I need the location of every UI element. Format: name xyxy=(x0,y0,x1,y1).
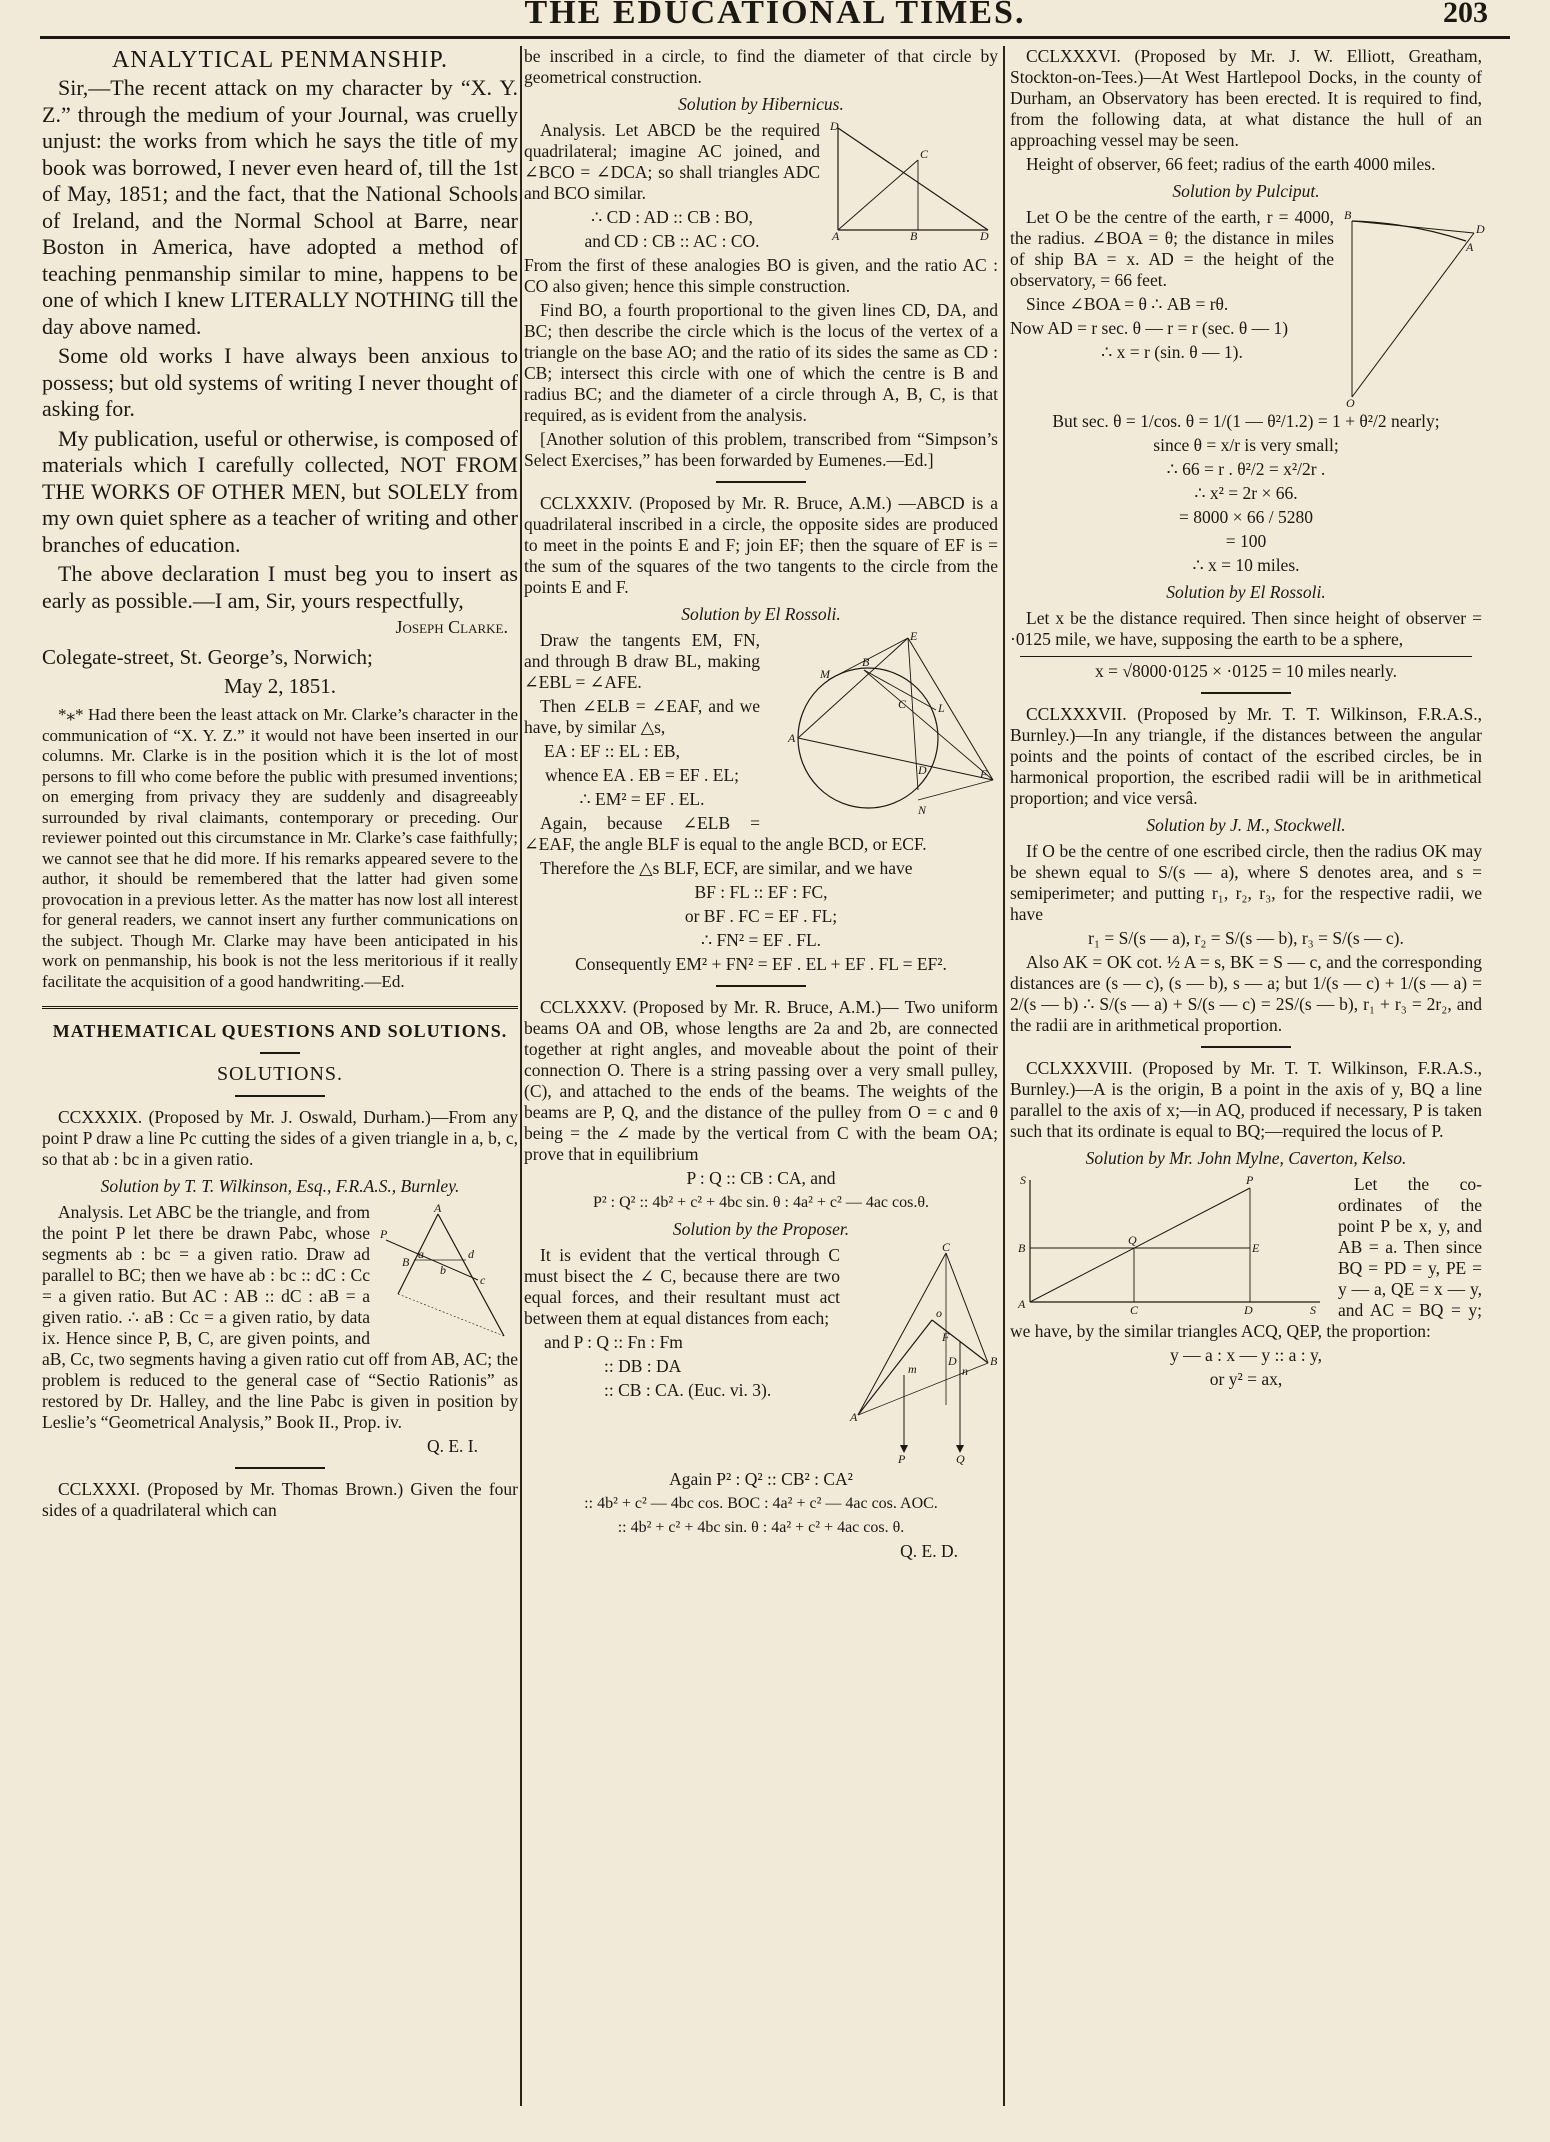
paragraph: It is evident that the vertical through C must bisect the ∠ C, because there are two equal forces, and their resultant must act between them at equal distances from each; xyxy=(524,1245,840,1328)
equation: and P : Q :: Fn : Fm xyxy=(544,1332,683,1352)
letter-date: May 2, 1851. xyxy=(224,674,336,698)
equation: :: CB : CA. (Euc. vi. 3). xyxy=(604,1380,772,1400)
paragraph: Therefore the △s BLF, ECF, are similar, and we have xyxy=(540,858,913,878)
equation: ∴ x² = 2r × 66. xyxy=(1194,483,1298,503)
equation: Again P² : Q² :: CB² : CA² xyxy=(669,1469,853,1489)
question-281: CCLXXXI. (Proposed by Mr. Thomas Brown.) Given the four sides of a quadrilateral which can xyxy=(42,1479,518,1520)
column-divider-1 xyxy=(520,46,522,2106)
svg-text:D: D xyxy=(980,229,989,243)
svg-text:E: E xyxy=(1252,1241,1260,1255)
question-239: CCXXXIX. (Proposed by Mr. J. Oswald, Durham.)—From any point P draw a line Pc cutting the sides of a given triangle in a, b, c, so that ab : bc in a given ratio. xyxy=(42,1107,518,1169)
equation: :: 4b² + c² — 4bc cos. BOC : 4a² + c² — 4ac cos. AOC. xyxy=(584,1495,938,1512)
solution-heading: Solution by El Rossoli. xyxy=(1166,582,1326,602)
q281-continued: be inscribed in a circle, to find the diameter of that circle by geometrical construction. xyxy=(524,46,998,87)
equation: or BF . FC = EF . FL; xyxy=(684,906,838,926)
equation: or y² = ax, xyxy=(1209,1369,1283,1389)
paragraph: From the first of these analogies BO is given, and the ratio AC : CO also given; hence this simple construction. xyxy=(524,255,998,296)
paragraph: If O be the centre of one escribed circle, then the radius OK may be shewn equal to S/(s — a), where S denotes area, and s = semiperimeter; and putting r₁, r₂, r₃, for the respective radii, we have xyxy=(1010,841,1482,924)
paragraph: Let x be the distance required. Then since height of observer = ·0125 mile, we have, supposing the earth to be a sphere, xyxy=(1010,608,1482,649)
column-3 xyxy=(1010,46,1485,2106)
svg-text:B: B xyxy=(862,655,870,669)
letter-paragraph: My publication, useful or otherwise, is composed of materials which I carefully collected, NOT FROM THE WORKS OF OTHER MEN, but SOLELY from my own quiet sphere as a teacher of writing and other branches of education. xyxy=(42,425,518,557)
svg-text:A: A xyxy=(434,1201,442,1215)
paragraph: Again, because ∠ELB = ∠EAF, the angle BLF is equal to the angle BCD, or ECF. xyxy=(524,813,927,854)
solution-heading: Solution by T. T. Wilkinson, Esq., F.R.A.S., Burnley. xyxy=(100,1176,460,1196)
svg-text:A: A xyxy=(1018,1297,1026,1311)
svg-text:C: C xyxy=(898,697,907,711)
section-rule xyxy=(42,1006,518,1011)
section-title: MATHEMATICAL QUESTIONS AND SOLUTIONS. xyxy=(52,1021,508,1041)
equation: since θ = x/r is very small; xyxy=(1153,435,1339,455)
svg-text:c: c xyxy=(480,1273,486,1287)
question-284: CCLXXXIV. (Proposed by Mr. R. Bruce, A.M.) —ABCD is a quadrilateral inscribed in a circle, the opposite sides are produced to meet in the points E and F; join EF; then the square of EF is = the sum of the squares of the two tangents to the circle from the points E and F. xyxy=(524,493,998,597)
equation: P : Q :: CB : CA, and xyxy=(686,1168,836,1188)
paragraph: Draw the tangents EM, FN, and through B draw BL, making ∠EBL = ∠AFE. xyxy=(524,630,760,692)
journal-title: THE EDUCATIONAL TIMES. xyxy=(524,0,1026,31)
editor-bracket-note: [Another solution of this problem, transcribed from “Simpson’s Select Exercises,” has been forwarded by Eumenes.—Ed.] xyxy=(524,429,998,470)
svg-text:b: b xyxy=(440,1263,446,1277)
figure-earth-radius xyxy=(1342,207,1485,410)
figure-locus xyxy=(1010,1173,1330,1317)
svg-text:A: A xyxy=(850,1410,858,1424)
equation: BF : FL :: EF : FC, xyxy=(694,882,828,902)
svg-text:A: A xyxy=(832,229,840,243)
svg-text:P: P xyxy=(898,1452,906,1466)
q239-analysis: Analysis. Let ABC be the triangle, and from the point P let there be drawn Pabc, whose segments ab : bc = a given ratio. Draw ad parallel to BC; then we have ab : bc :: dC : Cc = a given ratio. But AC : AB :: dC : aB = a given ratio. ∴ aB : Cc = a given ratio, by data ix. Hence since P, B, C, are given points, and aB, Cc, two segments having a given ratio cut off from AB, AC; the problem is reduced to the general case of “Sectio Rationis” as restored by Dr. Halley, and the line Pabc is given in position by Leslie’s “Geometrical Analysis,” Book II., Prop. iv. xyxy=(42,1202,518,1432)
equation: and CD : CB :: AC : CO. xyxy=(584,231,760,251)
equation: ∴ EM² = EF . EL. xyxy=(579,789,705,809)
svg-text:d: d xyxy=(468,1247,474,1261)
rule xyxy=(235,1467,325,1469)
rule xyxy=(1201,692,1291,694)
equation: ∴ FN² = EF . FL. xyxy=(700,930,822,950)
letter-paragraph: Sir,—The recent attack on my character by “X. Y. Z.” through the medium of your Journal, was cruelly unjust: the works from which he says the title of my book was borrowed, I never even heard of, till the 1st of May, 1851; and the fact, that the National Schools of Ireland, and the Normal School at Barre, near Boston in America, have adopted a method of teaching penmanship similar to mine, happens to be one of which I knew LITERALLY NOTHING till the day above named. xyxy=(42,75,518,339)
paragraph: Find BO, a fourth proportional to the given lines CD, DA, and BC; then describe the circle which is the locus of the vertex of a triangle on the base AO; and the ratio of its sides the same as CD : CB; intersect this circle with one of which the centre is B and radius BC; and the diameter of a circle through A, B, C, is that required, as is evident from the analysis. xyxy=(524,300,998,425)
svg-text:m: m xyxy=(908,1362,917,1376)
equation: whence EA . EB = EF . EL; xyxy=(544,765,740,785)
editor-note xyxy=(42,705,518,992)
question-287: CCLXXXVII. (Proposed by Mr. T. T. Wilkinson, F.R.A.S., Burnley.)—In any triangle, if the distances between the angular points and the points of contact of the escribed circles, be in harmonical proportion, the escribed radii will be in arithmetical proportion; and vice versâ. xyxy=(1010,704,1482,808)
svg-text:L: L xyxy=(938,701,945,715)
figure-circle-quadrilateral xyxy=(768,630,998,820)
svg-text:Q: Q xyxy=(1128,1233,1137,1247)
svg-text:B: B xyxy=(910,229,918,243)
figure-triangle-abc xyxy=(378,1202,518,1342)
svg-text:S: S xyxy=(1310,1303,1316,1317)
analysis-text: Analysis. Let ABCD be the required quadrilateral; imagine AC joined, and ∠BCO = ∠DCA; so shall triangles ADC and BCO similar. xyxy=(524,120,820,203)
equation: Now AD = r sec. θ — r = r (sec. θ — 1) xyxy=(1010,318,1289,338)
column-divider-2 xyxy=(1003,46,1005,2106)
question-288: CCLXXXVIII. (Proposed by Mr. T. T. Wilkinson, F.R.A.S., Burnley.)—A is the origin, B a point in the axis of y, BQ a line parallel to the axis of x;—in AQ, produced if necessary, P is taken such that its ordinate is equal to BQ;—required the locus of P. xyxy=(1010,1058,1482,1141)
equation: Since ∠BOA = θ ∴ AB = rθ. xyxy=(1026,294,1229,314)
svg-text:D: D xyxy=(1476,222,1485,236)
equation: ∴ CD : AD :: CB : BO, xyxy=(591,207,753,227)
equation: EA : EF :: EL : EB, xyxy=(544,741,680,761)
paragraph: Also AK = OK cot. ½ A = s, BK = S — c, and the corresponding distances are (s — c), (s — b), s — a; but 1/(s — c) + 1/(s — a) = 2/(s — b) ∴ S/(s — a) + S/(s — c) = 2S/(s — b), r₁ + r₃ = 2r₂, and the radii are in arithmetical proportion. xyxy=(1010,952,1482,1035)
equation: ∴ x = r (sin. θ — 1). xyxy=(1101,342,1243,362)
header-rule xyxy=(40,36,1510,39)
paragraph: Then ∠ELB = ∠EAF, and we have, by similar △s, xyxy=(524,696,760,737)
svg-text:A: A xyxy=(1466,240,1474,254)
svg-text:S: S xyxy=(1020,1173,1026,1187)
svg-text:D: D xyxy=(1244,1303,1253,1317)
svg-text:Q: Q xyxy=(956,1452,965,1466)
svg-text:P: P xyxy=(380,1227,388,1241)
svg-text:B: B xyxy=(1344,208,1352,222)
svg-text:N: N xyxy=(918,803,927,817)
svg-text:D: D xyxy=(830,119,839,133)
svg-text:E: E xyxy=(910,629,918,643)
svg-text:F: F xyxy=(980,767,988,781)
equation: x = √8000·0125 × ·0125 = 10 miles nearly. xyxy=(1020,656,1472,682)
svg-text:A: A xyxy=(788,731,796,745)
column-2 xyxy=(524,46,998,2106)
svg-text:n: n xyxy=(962,1364,968,1378)
solution-heading: Solution by Hibernicus. xyxy=(678,94,844,114)
rule xyxy=(716,481,806,483)
svg-text:C: C xyxy=(920,147,929,161)
editor-note-text: *⁎* Had there been the least attack on Mr. Clarke’s character in the communication of “X. Y. Z.” it would not have been inserted in our columns. Mr. Clarke is in the position which it is the lot of most persons to fill who come before the public with presumed inventions; on emerging from privacy they are suddenly and disagreeably surrounded by rival claimants, contemporary or preceding. Our reviewer pointed out this circumstance in Mr. Clarke’s case faithfully; we cannot see that he did more. If his remarks appeared severe to the author, it should be remembered that the latter had given some provocation in a previous letter. As the matter has now lost all interest for general readers, we cannot insert any further communications on the subject. Though Mr. Clarke may have been anticipated in his work on penmanship, his book is not the less meritorious if it really facilitate the acquisition of a good handwriting.—Ed. xyxy=(42,705,518,991)
svg-text:D: D xyxy=(948,1354,957,1368)
svg-text:C: C xyxy=(942,1240,951,1254)
equation: :: DB : DA xyxy=(604,1356,682,1376)
rule xyxy=(235,1095,325,1097)
svg-text:o: o xyxy=(936,1306,942,1320)
paragraph: Let the co-ordinates of the point P be x, y, and AB = a. Then since BQ = PD = y, PE = y — a, QE = x — y, and AC = BQ = y; we have, by the similar triangles ACQ, QEP, the proportion: xyxy=(1010,1174,1482,1341)
letter-signature: Joseph Clarke. xyxy=(395,617,508,637)
svg-text:B: B xyxy=(1018,1241,1026,1255)
solutions-title: SOLUTIONS. xyxy=(216,1063,344,1085)
figure-quadrilateral xyxy=(828,119,998,243)
svg-text:B: B xyxy=(402,1255,410,1269)
svg-text:O: O xyxy=(1346,396,1355,410)
paragraph: Height of observer, 66 feet; radius of the earth 4000 miles. xyxy=(1026,154,1436,174)
solution-heading: Solution by the Proposer. xyxy=(672,1219,850,1239)
solution-heading: Solution by Mr. John Mylne, Caverton, Kelso. xyxy=(1085,1148,1407,1168)
column-1 xyxy=(42,46,518,2106)
equation: ∴ 66 = r . θ²/2 = x²/2r . xyxy=(1166,459,1326,479)
svg-text:C: C xyxy=(1130,1303,1139,1317)
svg-text:D: D xyxy=(918,763,927,777)
equation: y — a : x — y :: a : y, xyxy=(1170,1345,1322,1365)
page-header xyxy=(0,0,1550,40)
rule xyxy=(716,985,806,987)
question-285: CCLXXXV. (Proposed by Mr. R. Bruce, A.M.)— Two uniform beams OA and OB, whose lengths are 2a and 2b, are connected together at right angles, and moveable about the point of their connection O. There is a string passing over a very small pulley, (C), and attached to the ends of the beams. The weights of the beams are P, Q, and the distance of the pulley from O = c and θ being = the ∠ made by the vertical from C with the beam OA; prove that in equilibrium xyxy=(524,997,998,1164)
letter-paragraph: The above declaration I must beg you to insert as early as possible.—I am, Sir, yours respectfully, xyxy=(42,561,518,613)
equation: :: 4b² + c² + 4bc sin. θ : 4a² + c² + 4ac cos. θ. xyxy=(617,1519,905,1536)
equation: = 100 xyxy=(1225,531,1267,551)
equation: But sec. θ = 1/cos. θ = 1/(1 — θ²/1.2) = 1 + θ²/2 nearly; xyxy=(1052,411,1440,431)
figure-beams-pulley xyxy=(848,1240,998,1466)
paragraph: Let O be the centre of the earth, r = 4000, the radius. ∠BOA = θ; the distance in miles of ship BA = x. AD = the height of the observatory, = 66 feet. xyxy=(1010,207,1334,290)
letter-paragraph: Some old works I have always been anxious to possess; but old systems of writing I never thought of asking for. xyxy=(42,343,518,421)
equation: P² : Q² :: 4b² + c² + 4bc sin. θ : 4a² + c² — 4ac cos.θ. xyxy=(592,1194,930,1211)
svg-text:F: F xyxy=(942,1330,950,1344)
page-number: 203 xyxy=(1443,0,1488,29)
equation: Consequently EM² + FN² = EF . EL + EF . FL = EF². xyxy=(575,954,947,974)
qei: Q. E. I. xyxy=(426,1436,478,1456)
qed: Q. E. D. xyxy=(900,1541,958,1561)
ornament-rule xyxy=(260,1052,300,1054)
rule xyxy=(1201,1046,1291,1048)
svg-text:M: M xyxy=(820,667,830,681)
solution-heading: Solution by Pulciput. xyxy=(1172,181,1320,201)
letter-address: Colegate-street, St. George’s, Norwich; xyxy=(42,645,373,669)
equation: = 8000 × 66 / 5280 xyxy=(1179,507,1313,527)
equation: r₁ = S/(s — a), r₂ = S/(s — b), r₃ = S/(s — c). xyxy=(1088,928,1404,948)
svg-text:P: P xyxy=(1246,1173,1254,1187)
solution-heading: Solution by El Rossoli. xyxy=(681,604,841,624)
letter-title: ANALYTICAL PENMANSHIP. xyxy=(111,47,449,73)
svg-text:B: B xyxy=(990,1354,998,1368)
equation: ∴ x = 10 miles. xyxy=(1192,555,1300,575)
question-286: CCLXXXVI. (Proposed by Mr. J. W. Elliott, Greatham, Stockton-on-Tees.)—At West Hartlepool Docks, in the county of Durham, an Observatory has been erected. It is required to find, from the following data, at what distance the hull of an approaching vessel may be seen. xyxy=(1010,46,1482,150)
letter-body xyxy=(42,75,518,614)
solution-heading: Solution by J. M., Stockwell. xyxy=(1146,815,1346,835)
svg-text:a: a xyxy=(418,1247,424,1261)
